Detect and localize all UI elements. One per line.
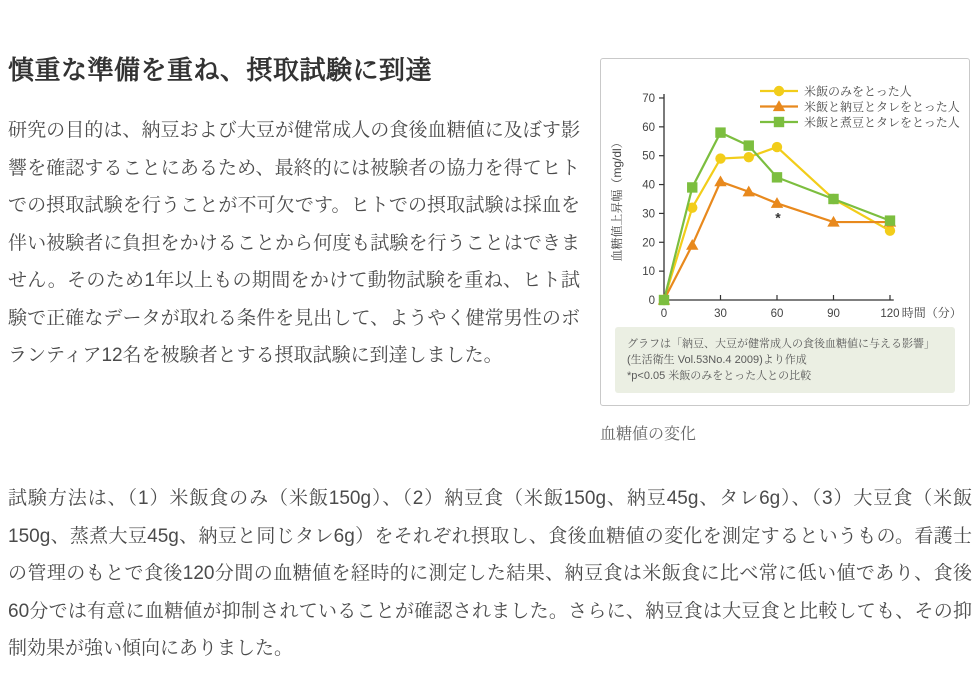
svg-text:血糖値上昇幅（mg/dl）: 血糖値上昇幅（mg/dl） [610,136,624,262]
svg-text:米飯のみをとった人: 米飯のみをとった人 [804,84,912,99]
figure-column [600,58,972,444]
svg-text:時間（分）: 時間（分） [901,306,962,320]
chart-caption: 血糖値の変化 [600,426,697,443]
svg-text:米飯と納豆とタレをとった人: 米飯と納豆とタレをとった人 [804,100,960,114]
chart-panel [600,58,970,406]
chart-source-note [615,327,955,393]
svg-text:20: 20 [642,237,655,250]
svg-text:30: 30 [642,208,655,221]
svg-text:60: 60 [642,121,655,134]
paragraph-method: 試験方法は、（1）米飯食のみ（米飯150g）、（2）納豆食（米飯150g、納豆45g、タレ6g）、（3）大豆食（米飯150g、蒸煮大豆45g、納豆と同じタレ6g）をそれぞれ摂取し、食後血糖値の変化を測定するというもの。看護士の管理のもとで食後120分間の血糖値を経時的に測定した結果、納豆食は米飯食に比べ常に低い値であり、食後60分では有意に血糖値が抑制されていることが確認されました。さらに、納豆食は大豆食と比較しても、その抑制効果が強い傾向にありました。 [8,488,972,659]
svg-text:*: * [775,209,781,226]
svg-text:120: 120 [880,308,900,320]
content-row [8,0,972,444]
svg-text:50: 50 [642,150,655,163]
source-note-line: グラフは「納豆、大豆が健常成人の食後血糖値に与える影響」 [627,338,935,350]
svg-text:60: 60 [770,308,784,320]
paragraph-intro: 研究の目的は、納豆および大豆が健常成人の食後血糖値に及ぼす影響を確認することにあるため、最終的には被験者の協力を得てヒトでの摂取試験を行うことが不可欠です。ヒトでの摂取試験は採血を伴い被験者に負担をかけることから何度も試験を行うことはできません。そのため1年以上もの期間をかけて動物試験を重ね、ヒト試験で正確なデータが取れる条件を見出して、ようやく健常男性のボランティア12名を被験者とする摂取試験に到達しました。 [8,120,580,367]
text-column [8,0,580,375]
svg-text:0: 0 [648,295,655,307]
page-title: 慎重な準備を重ね、摂取試験に到達 [8,55,433,85]
source-note-line: *p<0.05 米飯のみをとった人との比較 [627,370,812,382]
svg-text:70: 70 [642,92,655,105]
svg-text:30: 30 [714,308,727,320]
svg-text:0: 0 [660,308,668,320]
svg-text:米飯と煮豆とタレをとった人: 米飯と煮豆とタレをとった人 [804,115,960,130]
blood-glucose-line-chart [602,63,968,321]
svg-text:40: 40 [642,179,655,192]
svg-text:10: 10 [642,266,655,279]
chart-area [602,63,968,321]
source-note-line: (生活衛生 Vol.53No.4 2009)より作成 [627,354,807,366]
svg-text:90: 90 [827,308,840,320]
